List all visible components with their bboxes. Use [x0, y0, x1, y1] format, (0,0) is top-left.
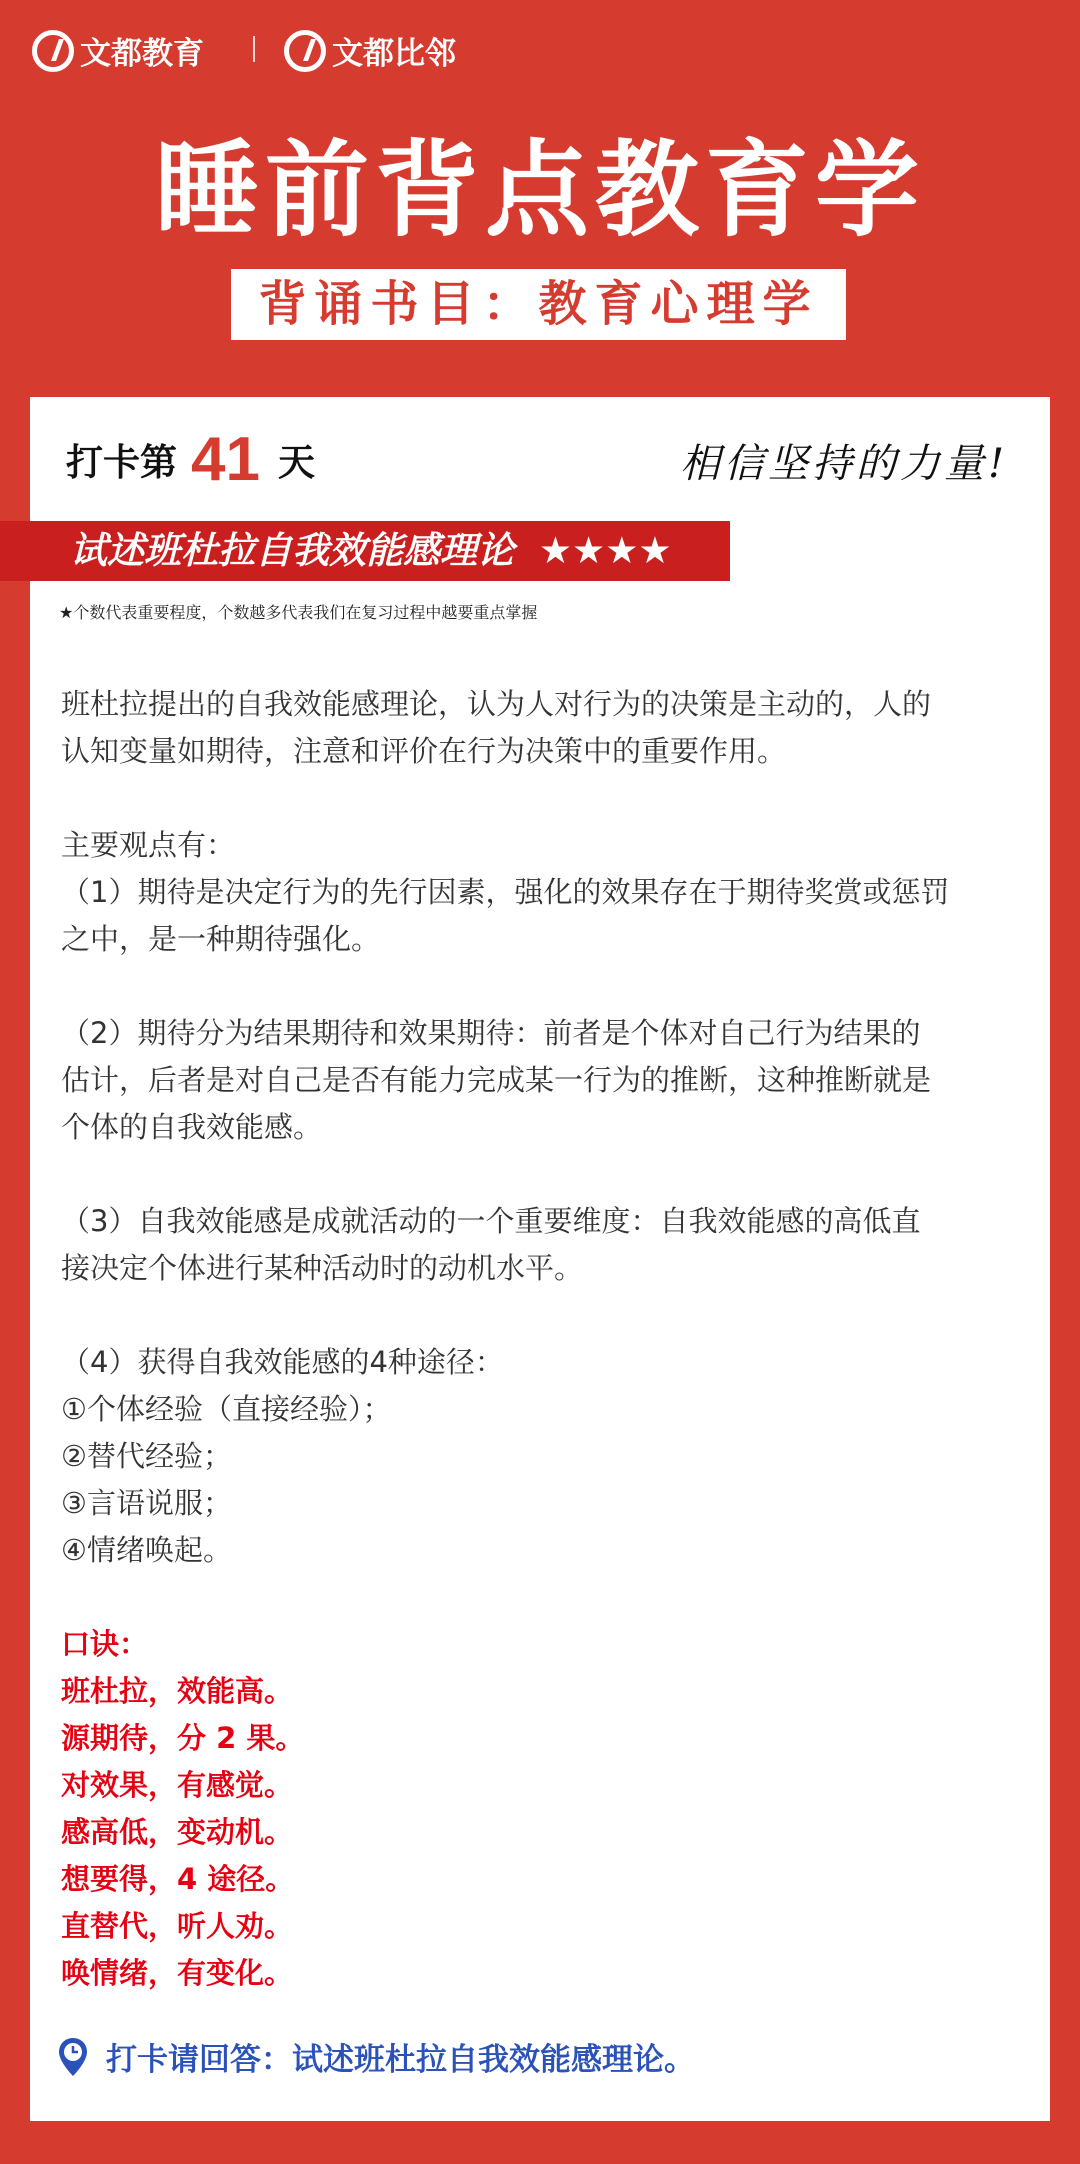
logo-divider: [253, 36, 255, 62]
day-number: 41: [191, 424, 260, 494]
content-body: [61, 681, 1021, 1997]
text-line: （2）期待分为结果期待和效果期待：前者是个体对自己行为结果的: [61, 1016, 921, 1050]
checkin-day: 打卡第 41 天: [66, 424, 315, 494]
text-line: 估计，后者是对自己是否有能力完成某一行为的推断，这种推断就是: [61, 1063, 932, 1097]
text-line: 之中，是一种期待强化。: [61, 922, 381, 956]
text-line: （4）获得自我效能感的4种途径：: [61, 1345, 504, 1379]
checkin-prompt: 打卡请回答：试述班杜拉自我效能感理论。: [58, 2034, 695, 2079]
logo-mark-icon: [284, 30, 326, 72]
text-line: ②替代经验；: [61, 1439, 232, 1473]
text-line: （3）自我效能感是成就活动的一个重要维度：自我效能感的高低直: [61, 1204, 921, 1238]
subtitle-box: 背诵书目：教育心理学: [231, 269, 846, 340]
mnemonic-line: 直替代，听人劝。: [61, 1909, 294, 1943]
stars-note: ★个数代表重要程度，个数越多代表我们在复习过程中越要重点掌握: [59, 603, 538, 622]
mnemonic-line: 口诀：: [61, 1627, 149, 1661]
topic-title: 试述班杜拉自我效能感理论: [70, 529, 514, 572]
text-line: 接决定个体进行某种活动时的动机水平。: [61, 1251, 584, 1285]
paragraph-gap: [61, 1292, 1021, 1339]
mnemonic-line: 想要得，4 途径。: [61, 1862, 295, 1896]
paragraph-gap: [61, 775, 1021, 822]
text-line: （1）期待是决定行为的先行因素，强化的效果存在于期待奖赏或惩罚: [61, 875, 950, 909]
mnemonic-line: 对效果，有感觉。: [61, 1768, 294, 1802]
text-line: 班杜拉提出的自我效能感理论，认为人对行为的决策是主动的，人的: [61, 687, 932, 721]
logo-wendu-bilin: 文都比邻: [284, 28, 456, 73]
mnemonic-line: 唤情绪，有变化。: [61, 1956, 294, 1990]
text-line: ③言语说服；: [61, 1486, 232, 1520]
mnemonic-line: 源期待，分 2 果。: [61, 1721, 305, 1755]
page-title: 睡前背点教育学: [154, 129, 925, 251]
location-clock-icon: [58, 2037, 88, 2077]
logo-mark-icon: [32, 30, 74, 72]
paragraph-gap: [61, 1151, 1021, 1198]
topic-banner: [0, 521, 730, 581]
slogan: 相信坚持的力量!: [680, 441, 1009, 487]
paragraph-gap: [61, 1574, 1021, 1621]
text-line: ④情绪唤起。: [61, 1533, 232, 1567]
text-line: 个体的自我效能感。: [61, 1110, 323, 1144]
text-line: 认知变量如期待，注意和评价在行为决策中的重要作用。: [61, 734, 787, 768]
mnemonic-line: 班杜拉，效能高。: [61, 1674, 294, 1708]
logo-wendu-education: 文都教育: [32, 28, 204, 73]
paragraph-gap: [61, 963, 1021, 1010]
mnemonic-line: 感高低，变动机。: [61, 1815, 294, 1849]
text-line: ①个体经验（直接经验）；: [61, 1392, 392, 1426]
importance-stars: ★★★★: [538, 529, 672, 572]
text-line: 主要观点有：: [61, 828, 236, 862]
